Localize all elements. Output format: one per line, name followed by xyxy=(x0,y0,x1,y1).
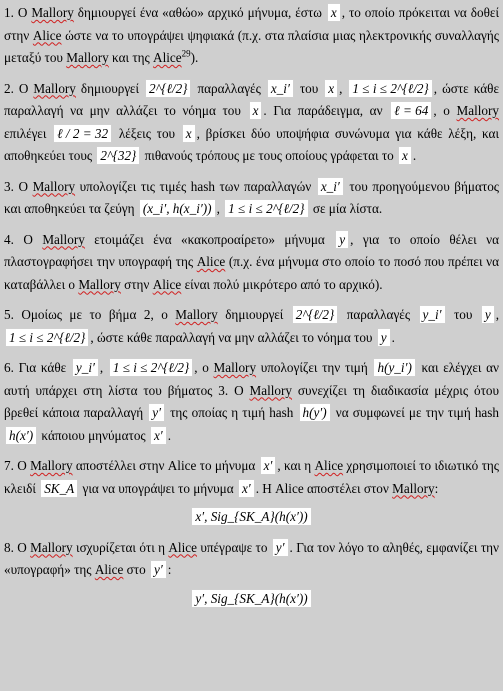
math: y xyxy=(335,230,349,249)
math: x′ xyxy=(150,426,167,445)
word-mallory: Mallory xyxy=(31,5,74,20)
math: x_i′ xyxy=(267,79,294,98)
math: 1 ≤ i ≤ 2^{ℓ/2} xyxy=(224,199,308,218)
step-2: 2. Ο Mallory δημιουργεί 2^{ℓ/2} παραλλαγές x_i′ του x , 1 ≤ i ≤ 2^{ℓ/2} , ώστε κάθε παραλλαγή να μην αλλάζει το νόημα του x . Για παράδειγμα, αν ℓ = 64 , ο Mallory επιλέγει ℓ / 2 = 32 λέξεις του x , βρίσκει δύο υποψήφια συνώνυμα για κάθε λέξη, και αποθηκεύει τους 2^{32} πιθανούς τρόπους με τους οποίους γράφεται το x . xyxy=(4,80,500,163)
math: y′ xyxy=(272,538,289,557)
step-7: 7. Ο Mallory αποστέλλει στην Alice το μήνυμα x′ , και η Alice χρησιμοποιεί το ιδιωτικό της κλειδί SK_A για να υπογράψει το μήνυμα x′ . Η Alice αποστέλει στον Mallory: x′, Sig_{SK_A}(h(x′)) xyxy=(4,455,499,529)
math: ℓ / 2 = 32 xyxy=(53,124,112,143)
word-alice: Alice xyxy=(196,254,226,269)
math: y xyxy=(481,305,495,324)
math: 2^{32} xyxy=(96,146,140,165)
word-mallory: Mallory xyxy=(30,539,73,555)
math: 1 ≤ i ≤ 2^{ℓ/2} xyxy=(5,328,89,347)
step-8: 8. Ο Mallory ισχυρίζεται ότι η Alice υπέγραψε το y′ . Για τον λόγο το αληθές, εμφανίζει την «υπογραφή» της Alice στο y′ : y′, Sig_{SK_A}(h(x′)) xyxy=(4,537,499,611)
word-mallory: Mallory xyxy=(392,480,435,496)
word-mallory: Mallory xyxy=(66,50,109,65)
equation-7 xyxy=(4,506,499,529)
footnote-ref: 29 xyxy=(181,48,191,59)
math: SK_A xyxy=(40,479,78,498)
math: 2^{ℓ/2} xyxy=(145,79,191,98)
math: y′ xyxy=(148,403,165,422)
word-mallory: Mallory xyxy=(30,458,73,473)
word-alice: Alice xyxy=(168,539,197,555)
math: h(y_i′) xyxy=(373,358,415,377)
math: x xyxy=(327,3,341,22)
step-6: 6. Για κάθε y_i′ , 1 ≤ i ≤ 2^{ℓ/2} , ο Mallory υπολογίζει την τιμή h(y_i′) και ελέγχει αν αυτή υπάρχει στη λίστα του βήματος 3. Ο Mallory συνεχίζει τη διαδικασία μέχρις ότου βρεθεί κάποια παραλλαγή y′ της οποίας η τιμή hash h(y′) να συμφωνεί με την τιμή hash h(x′) κάποιου μηνύματος x′ . xyxy=(4,360,500,443)
word-alice: Alice xyxy=(94,562,124,577)
word-mallory: Mallory xyxy=(33,80,76,96)
word-alice: Alice xyxy=(32,27,62,43)
math: x xyxy=(324,79,338,98)
math: (x_i′, h(x_i′)) xyxy=(139,199,216,218)
word-mallory: Mallory xyxy=(249,382,292,398)
math: h(y′) xyxy=(299,403,331,422)
math: y′, Sig_{SK_A}(h(x′)) xyxy=(191,589,311,608)
word-mallory: Mallory xyxy=(78,276,121,292)
math: x xyxy=(398,146,412,165)
math: 1 ≤ i ≤ 2^{ℓ/2} xyxy=(109,358,193,377)
math: 2^{ℓ/2} xyxy=(292,305,338,324)
step-3: 3. Ο Mallory υπολογίζει τις τιμές hash των παραλλαγών x_i′ του προηγούμενου βήματος και αποθηκεύει τα ζεύγη (x_i′, h(x_i′)) , 1 ≤ i ≤ 2^{ℓ/2} σε μία λίστα. xyxy=(4,178,500,216)
math: x xyxy=(249,101,263,120)
math: x_i′ xyxy=(317,177,344,196)
word-alice: Alice xyxy=(314,458,344,473)
math: y_i′ xyxy=(72,358,99,377)
math: y xyxy=(377,328,391,347)
equation-8 xyxy=(4,588,499,611)
word-mallory: Mallory xyxy=(213,360,257,375)
math: y_i′ xyxy=(419,305,446,324)
math: x xyxy=(182,124,196,143)
math: y′ xyxy=(150,560,167,579)
step-5: 5. Ομοίως με το βήμα 2, ο Mallory δημιουργεί 2^{ℓ/2} παραλλαγές y_i′ του y , 1 ≤ i ≤ 2^{ℓ/2} , ώστε κάθε παραλλαγή να μην αλλάζει το νόημα του y . xyxy=(4,307,499,345)
word-alice: Alice xyxy=(153,50,182,65)
math: x′ xyxy=(260,456,277,475)
math: x′, Sig_{SK_A}(h(x′)) xyxy=(191,507,311,526)
math: h(x′) xyxy=(5,426,37,445)
step-4: 4. Ο Mallory ετοιμάζει ένα «κακοπροαίρετο» μήνυμα y , για το οποίο θέλει να πλαστογραφήσει την υπογραφή της Alice (π.χ. ένα μήνυμα στο οποίο το ποσό που πρέπει να καταβάλλει ο Mallory στην Alice είναι πολύ μικρότερο από το αρχικό). xyxy=(4,231,500,292)
word-mallory: Mallory xyxy=(42,231,85,247)
word-alice: Alice xyxy=(152,276,182,292)
word-mallory: Mallory xyxy=(456,103,499,118)
math: 1 ≤ i ≤ 2^{ℓ/2} xyxy=(348,79,432,98)
math: ℓ = 64 xyxy=(390,101,432,120)
word-mallory: Mallory xyxy=(32,178,76,194)
step-1: 1. Ο Mallory δημιουργεί ένα «αθώο» αρχικό μήνυμα, έστω x , το οποίο πρόκειται να δοθεί στην Alice ώστε να το υπογράψει ψηφιακά (π.χ. στα πλαίσια μιας ηλεκτρονικής συναλλαγής μεταξύ του Mallory και της Alice$^{29}$). xyxy=(4,5,499,65)
math: x′ xyxy=(238,479,255,498)
word-mallory: Mallory xyxy=(175,307,218,322)
